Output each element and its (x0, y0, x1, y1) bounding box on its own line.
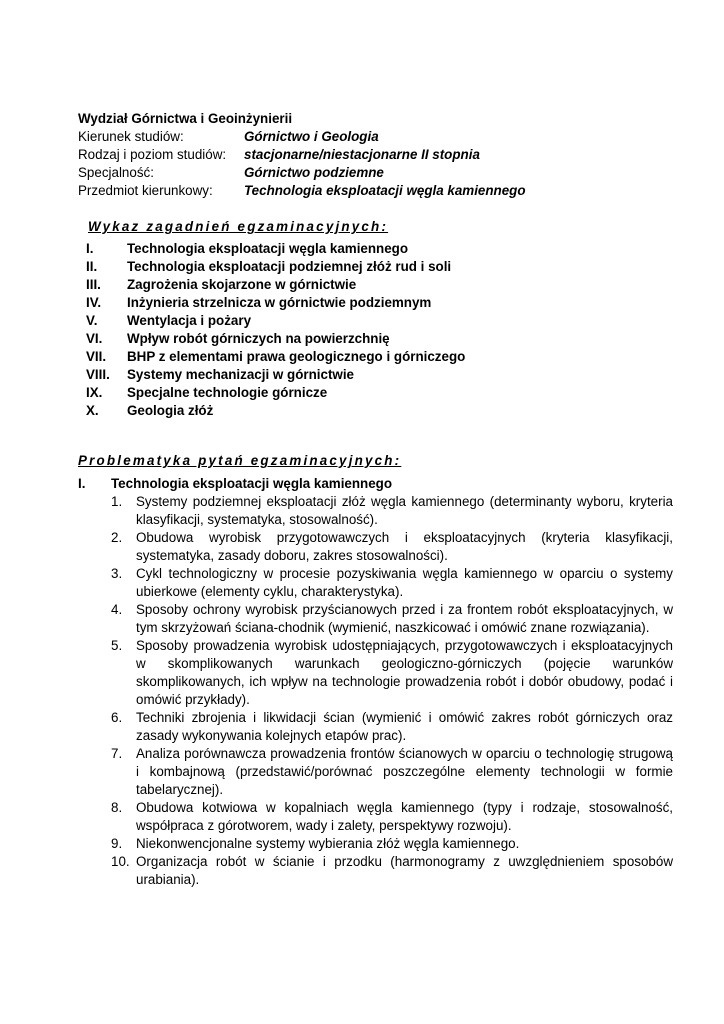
question-number: 10. (111, 854, 130, 869)
list-item (111, 799, 673, 835)
topic-text: Wentylacja i pożary (127, 313, 252, 328)
topic-text: Inżynieria strzelnicza w górnictwie podziemnym (127, 295, 432, 310)
questions-section-title: Problematyka pytań egzaminacyjnych: (78, 453, 402, 468)
info-value: Technologia eksploatacji węgla kamiennego (244, 183, 526, 198)
topic-text: Specjalne technologie górnicze (127, 385, 328, 400)
topic-number: II. (86, 259, 98, 274)
question-text: Sposoby prowadzenia wyrobisk udostępniających, przygotowawczych i eksploatacyjnych w skomplikowanych warunkach geologiczno-górniczych (pojęcie warunków skomplikowanych, ich wpływ na technologie prowadzenia robót i dobór obudowy, podać i omówić przykłady). (136, 638, 673, 707)
list-item (111, 601, 673, 637)
topic-text: BHP z elementami prawa geologicznego i górniczego (127, 349, 466, 364)
info-label: Przedmiot kierunkowy: (78, 183, 213, 198)
question-text: Systemy podziemnej eksploatacji złóż węgla kamiennego (determinanty wyboru, kryteria klasyfikacji, systematyka, stosowalność). (136, 494, 673, 527)
question-text: Sposoby ochrony wyrobisk przyścianowych przed i za frontem robót eksploatacyjnych, w tym skrzyżowań ściana-chodnik (wymienić, naszkicować i omówić znane rozwiązania). (136, 602, 673, 635)
info-value: Górnictwo i Geologia (244, 129, 379, 144)
list-item (111, 745, 673, 799)
list-item (86, 384, 465, 402)
topic-text: Wpływ robót górniczych na powierzchnię (127, 331, 390, 346)
question-text: Obudowa wyrobisk przygotowawczych i eksploatacyjnych (kryteria klasyfikacji, systematyka, zasady doboru, zakres stosowalności). (136, 530, 673, 563)
topic-number: V. (86, 313, 98, 328)
list-item (111, 493, 673, 529)
topic-number: IV. (86, 295, 102, 310)
topic-text: Geologia złóż (127, 403, 214, 418)
list-item (111, 565, 673, 601)
info-row-specialization (78, 164, 526, 182)
topic-text: Technologia eksploatacji węgla kamiennego (127, 241, 409, 256)
list-item (86, 240, 465, 258)
topic-number: X. (86, 403, 99, 418)
info-value: Górnictwo podziemne (244, 165, 384, 180)
part-title: Technologia eksploatacji węgla kamiennego (111, 476, 393, 491)
topic-number: IX. (86, 385, 103, 400)
list-item (111, 835, 673, 853)
info-label: Rodzaj i poziom studiów: (78, 147, 227, 162)
list-item (86, 348, 465, 366)
question-number: 1. (111, 494, 123, 509)
part-heading (78, 475, 392, 493)
questions-list (111, 493, 673, 889)
list-item (86, 366, 465, 384)
question-text: Techniki zbrojenia i likwidacji ścian (wymienić i omówić zakres robót górniczych oraz zasady wykonywania kolejnych etapów prac). (136, 710, 673, 743)
info-row-field-of-study (78, 128, 526, 146)
question-text: Cykl technologiczny w procesie pozyskiwania węgla kamiennego w oparciu o systemy ubierkowe (elementy cyklu, charakterystyka). (136, 566, 673, 599)
question-number: 3. (111, 566, 123, 581)
question-text: Obudowa kotwiowa w kopalniach węgla kamiennego (typy i rodzaje, stosowalność, współpraca z górotworem, wady i zalety, perspektywy rozwoju). (136, 800, 673, 833)
list-item (86, 402, 465, 420)
info-row-study-level (78, 146, 526, 164)
topic-text: Systemy mechanizacji w górnictwie (127, 367, 354, 382)
list-item (86, 294, 465, 312)
topics-section-title: Wykaz zagadnień egzaminacyjnych: (88, 219, 389, 234)
info-value: stacjonarne/niestacjonarne II stopnia (244, 147, 480, 162)
topics-list (86, 240, 465, 420)
question-number: 7. (111, 746, 123, 761)
question-number: 9. (111, 836, 123, 851)
list-item (111, 853, 673, 889)
question-text: Analiza porównawcza prowadzenia frontów ścianowych w oparciu o technologię strugową i kombajnową (przedstawić/porównać poszczególne elementy technologii w formie tabelarycznej). (136, 746, 673, 797)
faculty-name: Wydział Górnictwa i Geoinżynierii (78, 111, 293, 126)
topic-number: III. (86, 277, 101, 292)
info-label: Specjalność: (78, 165, 154, 180)
list-item (111, 529, 673, 565)
topic-number: VII. (86, 349, 107, 364)
question-number: 4. (111, 602, 123, 617)
list-item (86, 276, 465, 294)
topic-text: Technologia eksploatacji podziemnej złóż rud i soli (127, 259, 452, 274)
list-item (86, 312, 465, 330)
question-number: 8. (111, 800, 123, 815)
part-number: I. (78, 476, 86, 491)
question-number: 6. (111, 710, 123, 725)
list-item (111, 709, 673, 745)
list-item (86, 258, 465, 276)
question-text: Niekonwencjonalne systemy wybierania złóż węgla kamiennego. (136, 836, 520, 851)
question-number: 5. (111, 638, 123, 653)
study-info (78, 128, 526, 200)
list-item (86, 330, 465, 348)
info-label: Kierunek studiów: (78, 129, 184, 144)
question-number: 2. (111, 530, 123, 545)
question-text: Organizacja robót w ścianie i przodku (harmonogramy z uwzględnieniem sposobów urabiania). (136, 854, 673, 887)
topic-number: I. (86, 241, 94, 256)
topic-text: Zagrożenia skojarzone w górnictwie (127, 277, 357, 292)
info-row-subject (78, 182, 526, 200)
topic-number: VI. (86, 331, 103, 346)
topic-number: VIII. (86, 367, 110, 382)
list-item (111, 637, 673, 709)
